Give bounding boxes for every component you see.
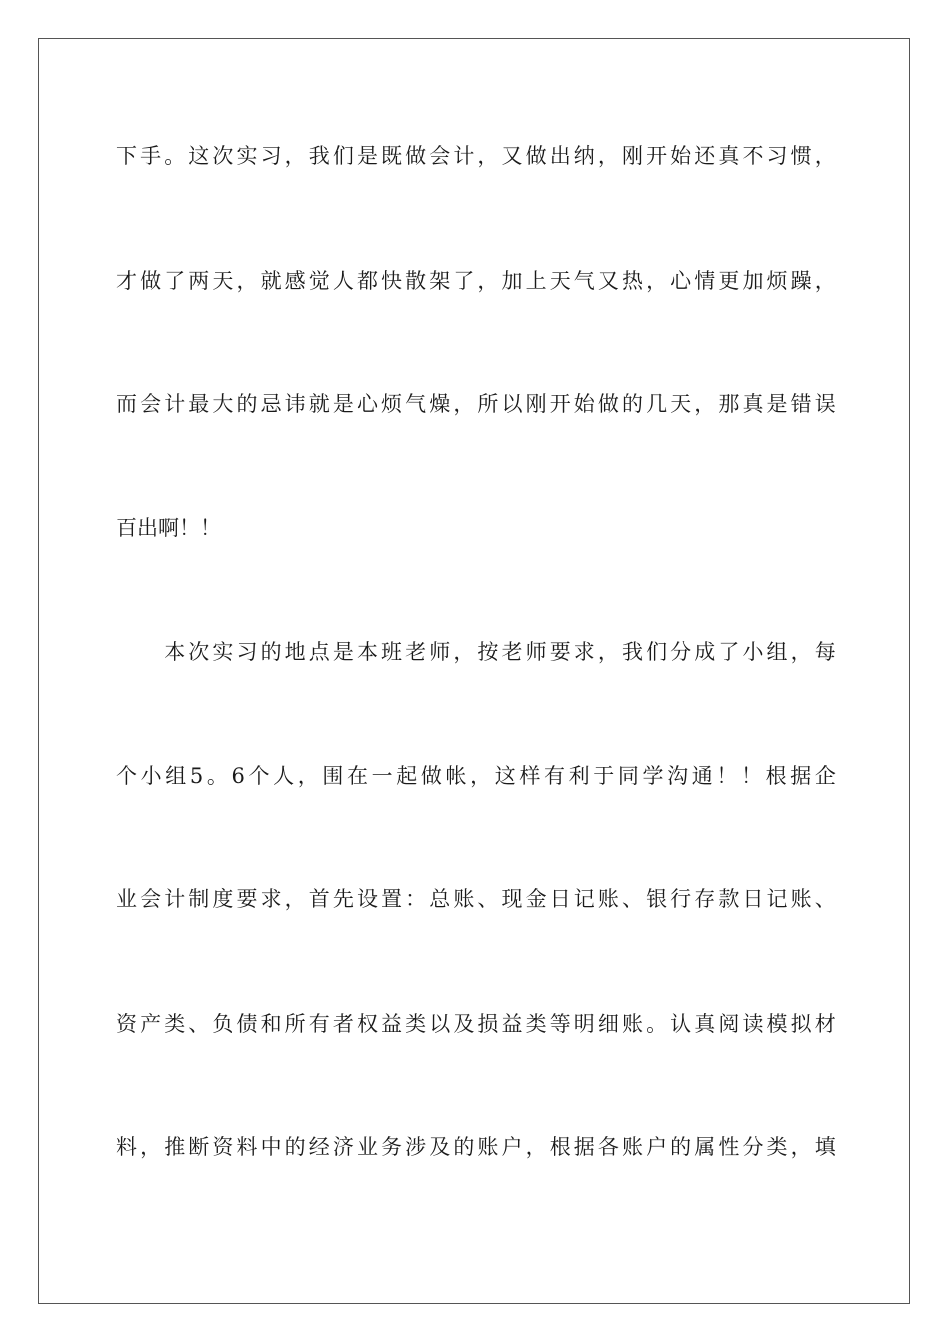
text-line: 个 小 组 5 。 6 个 人 ， 围 在 一 起 做 帐 ， 这 样 有 利 于 同 学 沟 通 ！ ！ 根 据 企 <box>116 764 836 788</box>
page-frame <box>38 38 910 1304</box>
text-line: 资 产 类 、 负 债 和 所 有 者 权 益 类 以 及 损 益 类 等 明 细 账 。 认 真 阅 读 模 拟 材 <box>116 1012 836 1036</box>
text-line: 料 ， 推 断 资 料 中 的 经 济 业 务 涉 及 的 账 户 ， 根 据 各 账 户 的 属 性 分 类 ， 填 <box>116 1135 836 1159</box>
text-line: 业 会 计 制 度 要 求 ， 首 先 设 置 ： 总 账 、 现 金 日 记 账 、 银 行 存 款 日 记 账 、 <box>116 887 836 911</box>
text-line: 下 手 。 这 次 实 习 ， 我 们 是 既 做 会 计 ， 又 做 出 纳 ， 刚 开 始 还 真 不 习 惯 ， <box>116 144 836 168</box>
text-line-last: 百出啊！！ <box>116 516 221 540</box>
text-line: 而 会 计 最 大 的 忌 讳 就 是 心 烦 气 燥 ， 所 以 刚 开 始 做 的 几 天 ， 那 真 是 错 误 <box>116 392 836 416</box>
text-line-indent: 本 次 实 习 的 地 点 是 本 班 老 师 ， 按 老 师 要 求 ， 我 们 分 成 了 小 组 ， 每 <box>164 640 836 664</box>
text-line: 才 做 了 两 天 ， 就 感 觉 人 都 快 散 架 了 ， 加 上 天 气 又 热 ， 心 情 更 加 烦 躁 ， <box>116 269 836 293</box>
